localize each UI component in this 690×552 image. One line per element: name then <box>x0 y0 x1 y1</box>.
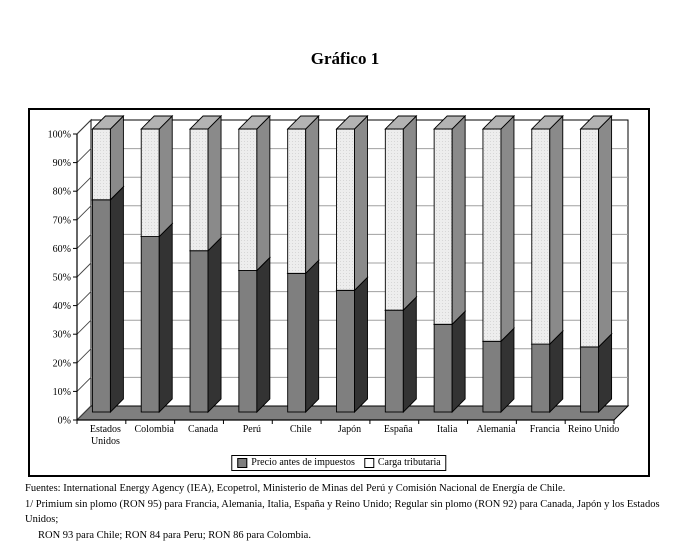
y-tick-label: 20% <box>52 358 71 370</box>
bar-segment-precio-front <box>239 271 257 413</box>
bar-segment-carga-side <box>403 116 416 310</box>
bar-segment-precio-front <box>532 344 550 412</box>
y-tick-label: 70% <box>52 215 71 227</box>
footnote-note1-line1: 1/ Primium sin plomo (RON 95) para Francia, Alemania, Italia, España y Reino Unido; Regular sin plomo (RON 92) para Canada, Japón y los Estados Unidos; <box>25 498 660 525</box>
bar-segment-carga-side <box>159 116 172 237</box>
x-category-label: Canada <box>188 424 219 435</box>
bar-segment-carga-front <box>288 129 306 273</box>
y-tick-label: 10% <box>52 386 71 398</box>
bar-segment-precio-front <box>385 310 403 412</box>
legend-label-precio: Precio antes de impuestos <box>251 457 355 468</box>
bar-segment-carga-side <box>355 116 368 290</box>
x-category-label: Japón <box>337 424 362 435</box>
bar-segment-carga-front <box>141 129 159 237</box>
x-category-label: Estados <box>89 424 121 435</box>
bar-segment-precio-side <box>403 297 416 412</box>
bar-segment-precio-front <box>337 290 355 412</box>
bar-francia <box>532 116 563 412</box>
bar-segment-precio-side <box>110 187 123 412</box>
bar-segment-precio-side <box>159 224 172 412</box>
bar-canada <box>190 116 221 412</box>
bar-japón <box>337 116 368 412</box>
bar-segment-carga-front <box>239 129 257 271</box>
bar-segment-carga-front <box>581 129 599 347</box>
bar-segment-precio-side <box>501 328 514 412</box>
x-category-label: Italia <box>436 424 458 435</box>
bar-segment-precio-side <box>452 311 465 412</box>
bar-segment-precio-side <box>355 277 368 412</box>
bar-segment-precio-side <box>208 238 221 412</box>
bar-alemania <box>483 116 514 412</box>
bar-segment-carga-side <box>306 116 319 273</box>
x-category-label: Alemania <box>476 424 516 435</box>
bar-perú <box>239 116 270 412</box>
footnote-note1-line2: RON 93 para Chile; RON 84 para Peru; RON 86 para Colombia. <box>38 529 311 541</box>
x-category-label: Francia <box>529 424 560 435</box>
bar-segment-carga-side <box>257 116 270 271</box>
y-tick-label: 90% <box>52 158 71 170</box>
bar-segment-carga-front <box>434 129 452 324</box>
x-category-label: Chile <box>289 424 312 435</box>
bar-segment-precio-side <box>599 334 612 412</box>
bar-segment-precio-side <box>306 260 319 412</box>
bar-segment-precio-side <box>550 331 563 412</box>
y-tick-label: 60% <box>52 243 71 255</box>
x-category-label: Colombia <box>134 424 174 435</box>
x-category-label: España <box>383 424 413 435</box>
y-tick-label: 80% <box>52 186 71 198</box>
y-tick-label: 100% <box>47 129 71 141</box>
legend-swatch-light-icon <box>364 458 374 468</box>
bar-segment-carga-front <box>92 129 110 200</box>
y-tick-label: 50% <box>52 272 71 284</box>
bar-italia <box>434 116 465 412</box>
footnote-sources: Fuentes: International Energy Agency (IEA), Ecopetrol, Ministerio de Minas del Perú y Comisión Nacional de Energía de Chile. <box>25 483 566 494</box>
y-tick-label: 0% <box>57 415 71 427</box>
bar-segment-carga-side <box>501 116 514 341</box>
bar-segment-precio-front <box>483 341 501 412</box>
bar-segment-precio-front <box>141 237 159 412</box>
chart-frame <box>28 108 650 477</box>
bar-españa <box>385 116 416 412</box>
x-axis-labels <box>90 424 619 447</box>
legend-item-precio <box>237 457 355 468</box>
legend-label-carga: Carga tributaria <box>377 457 441 468</box>
bar-segment-carga-side <box>208 116 221 251</box>
x-category-label: Perú <box>242 424 262 435</box>
stacked-bar-chart-3d <box>30 110 648 475</box>
bar-segment-carga-side <box>599 116 612 347</box>
bar-reino-unido <box>581 116 612 412</box>
bar-segment-precio-front <box>581 347 599 412</box>
bar-colombia <box>141 116 172 412</box>
bar-segment-precio-front <box>92 200 110 412</box>
bar-estados-unidos <box>92 116 123 412</box>
x-category-label: Reino Unido <box>567 424 620 435</box>
bar-segment-carga-front <box>190 129 208 251</box>
y-tick-label: 30% <box>52 329 71 341</box>
bar-segment-carga-front <box>532 129 550 344</box>
x-category-label: Unidos <box>90 436 120 447</box>
bars <box>92 116 611 412</box>
footnotes <box>25 481 687 543</box>
bar-segment-precio-front <box>434 324 452 412</box>
bar-segment-carga-front <box>385 129 403 310</box>
bar-segment-carga-side <box>550 116 563 344</box>
bar-segment-carga-side <box>110 116 123 200</box>
legend-swatch-dark-icon <box>237 458 247 468</box>
chart-legend <box>231 455 446 471</box>
bar-segment-carga-front <box>483 129 501 341</box>
bar-segment-precio-side <box>257 258 270 413</box>
y-tick-label: 40% <box>52 301 71 313</box>
bar-segment-carga-side <box>452 116 465 324</box>
bar-segment-precio-front <box>288 273 306 412</box>
bar-segment-carga-front <box>337 129 355 290</box>
title-line-1: Gráfico 1 <box>310 49 380 68</box>
bar-segment-precio-front <box>190 251 208 412</box>
legend-item-carga <box>364 457 441 468</box>
bar-chile <box>288 116 319 412</box>
